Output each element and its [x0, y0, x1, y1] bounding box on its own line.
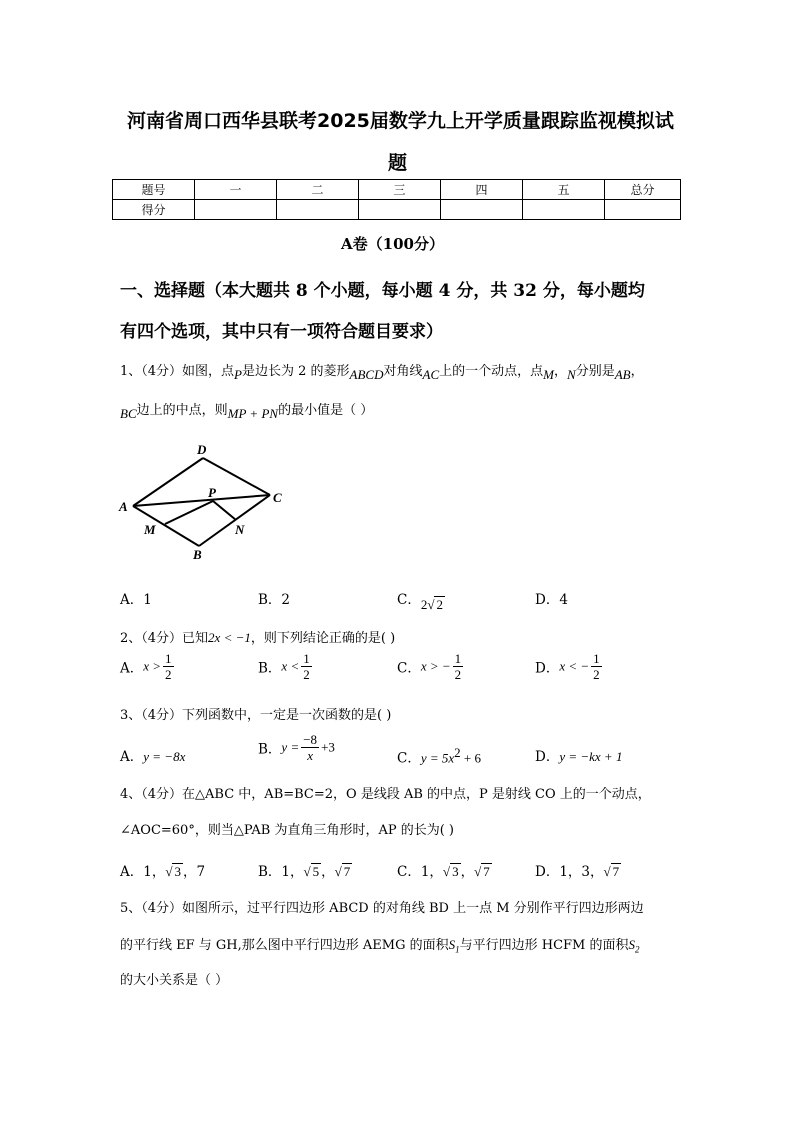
- option-expr: y = −8x: [143, 749, 186, 764]
- q4-stem-line1: 4、（4分）在△ABC 中，AB=BC=2，O 是线段 AB 的中点，P 是射线 CO 上的一个动点，: [120, 787, 651, 802]
- radicand: 3: [452, 864, 459, 879]
- fraction: $\frac{1}{2}$: [303, 651, 310, 682]
- q2-stem: [120, 627, 395, 646]
- option-label: D．1，3，: [535, 864, 604, 880]
- q1-var: BC: [120, 406, 137, 421]
- option-expr-tail: + 6: [460, 750, 481, 766]
- score-table-score-row: [113, 200, 681, 220]
- radicand: 3: [174, 864, 181, 879]
- q3-option-a[interactable]: [120, 745, 185, 765]
- option-label: B．: [258, 741, 282, 758]
- q1-text: 1、（4分）如图，点: [120, 364, 235, 379]
- segment-mp: [165, 501, 213, 524]
- q5-stem-line1: 5、（4分）如图所示，过平行四边形 ABCD 的对角线 BD 上一点 M 分别作平行四边形两边: [120, 901, 644, 916]
- q5-text: 与平行四边形 HCFM 的面积: [459, 938, 629, 953]
- radicand: 5: [312, 864, 320, 879]
- option-tail: ，7: [182, 864, 206, 880]
- coefficient: 2: [420, 597, 428, 612]
- q2-option-b[interactable]: [258, 652, 314, 681]
- section-heading-line1: 一、选择题（本大题共 8 个小题，每小题 4 分，共 32 分，每小题均: [120, 281, 645, 301]
- side-ad: [133, 458, 203, 506]
- option-lhs: y =: [281, 739, 300, 755]
- q2-option-c[interactable]: [397, 652, 465, 681]
- q3-option-d[interactable]: [535, 745, 622, 765]
- option-label: B．: [258, 660, 282, 677]
- radicand: 7: [483, 864, 490, 879]
- q1-var: AB: [614, 367, 631, 382]
- document-title-line1: 河南省周口西华县联考2025届数学九上开学质量跟踪监视模拟试: [127, 110, 674, 132]
- point-label-m: M: [144, 522, 156, 537]
- score-table: [112, 179, 681, 220]
- option-label: C．: [397, 660, 421, 677]
- option-label: C．1，: [397, 864, 443, 880]
- option-lhs: x > −: [420, 658, 451, 674]
- radicand: 7: [343, 864, 351, 879]
- option-lhs: x < −: [559, 658, 590, 674]
- score-header-cell: 四: [441, 180, 523, 200]
- q1-var: ABCD: [349, 367, 384, 382]
- score-header-cell: 二: [277, 180, 359, 200]
- option-sep: ，: [321, 864, 335, 880]
- score-header-cell: 五: [523, 180, 605, 200]
- q1-text: ，: [630, 364, 644, 379]
- fraction: $\frac{1}{2}$: [454, 651, 462, 682]
- score-entry-cell[interactable]: [523, 200, 605, 220]
- point-label-p: P: [208, 485, 216, 500]
- document-title-line2: 题: [388, 152, 408, 174]
- q1-option-d[interactable]: D．4: [535, 592, 568, 608]
- q1-text: 分别是: [575, 364, 615, 379]
- q3-option-b[interactable]: [258, 733, 335, 762]
- q1-option-c[interactable]: C．2√ 2: [397, 592, 443, 612]
- rhombus-figure: [115, 440, 295, 562]
- fraction: $\frac{1}{2}$: [165, 651, 172, 682]
- q2-text: ，则下列结论正确的是( ): [250, 631, 396, 646]
- q4-option-b[interactable]: B．1，√ 5 ，√ 7: [258, 864, 351, 880]
- vertex-label-b: B: [193, 547, 202, 562]
- option-lhs: x >: [143, 658, 162, 674]
- vertex-label-a: A: [119, 499, 128, 514]
- option-label: C．: [397, 592, 421, 608]
- fraction: $\frac{1}{2}$: [593, 651, 600, 682]
- q1-text: 的最小值是（ ）: [278, 403, 374, 418]
- q5-stem-line2: [120, 934, 640, 955]
- q4-option-d[interactable]: D．1，3，√ 7: [535, 864, 620, 880]
- q3-stem: 3、（4分）下列函数中，一定是一次函数的是( ): [120, 708, 392, 723]
- score-header-cell: 题号: [113, 180, 195, 200]
- score-header-cell: 一: [195, 180, 277, 200]
- q1-text: 边上的中点，则: [136, 403, 228, 418]
- q1-var: AC: [422, 367, 440, 382]
- score-entry-cell[interactable]: [277, 200, 359, 220]
- option-expr: y = −kx + 1: [559, 749, 623, 764]
- q1-stem-line2: [120, 399, 374, 421]
- score-row-label: 得分: [113, 200, 195, 220]
- section-heading-line2: 有四个选项，其中只有一项符合题目要求）: [120, 322, 443, 342]
- q2-option-a[interactable]: [120, 652, 176, 681]
- score-entry-cell[interactable]: [359, 200, 441, 220]
- option-label: A．: [120, 749, 144, 765]
- q2-text: 2、（4分）已知: [120, 631, 209, 646]
- option-label: D．: [535, 660, 560, 677]
- score-entry-cell[interactable]: [195, 200, 277, 220]
- score-header-cell: 总分: [605, 180, 681, 200]
- option-label: A．: [120, 660, 144, 677]
- option-lhs: x <: [281, 658, 300, 674]
- score-header-cell: 三: [359, 180, 441, 200]
- q1-option-b[interactable]: B．2: [258, 592, 291, 608]
- q1-text: 上的一个动点，点: [439, 364, 544, 379]
- q2-option-d[interactable]: [535, 652, 604, 681]
- radicand: 2: [436, 597, 443, 612]
- area-s1: $S_1$: [448, 937, 460, 955]
- q2-inequality: 2x < −1: [208, 630, 251, 645]
- q1-text: 是边长为 2 的菱形: [242, 364, 350, 379]
- q4-option-c[interactable]: C．1，√ 3 ，√ 7: [397, 864, 490, 880]
- option-label: A．1，: [120, 864, 166, 880]
- q4-option-a[interactable]: A．1，√ 3 ，7: [120, 864, 206, 880]
- q1-text: 对角线: [383, 364, 423, 379]
- q4-stem-line2: ∠AOC=60°，则当△PAB 为直角三角形时，AP 的长为( ): [120, 823, 454, 838]
- q1-stem-line1: [120, 360, 644, 382]
- vertex-label-d: D: [197, 442, 207, 457]
- score-entry-cell[interactable]: [605, 200, 681, 220]
- point-label-n: N: [235, 522, 245, 537]
- option-sep: ，: [460, 864, 475, 880]
- q3-option-c[interactable]: [397, 745, 481, 767]
- diagonal-ac: [133, 495, 270, 506]
- option-label: D．: [535, 749, 560, 765]
- fraction: $\frac{-8}{x}$: [303, 732, 318, 763]
- option-label: C．: [397, 750, 421, 767]
- q1-var: MP + PN: [227, 406, 279, 421]
- q1-var: N: [567, 367, 576, 382]
- segment-pn: [213, 501, 236, 520]
- score-entry-cell[interactable]: [441, 200, 523, 220]
- q5-stem-line3: 的大小关系是（ ）: [120, 973, 229, 988]
- q5-text: 的平行线 EF 与 GH,那么图中平行四边形 AEMG 的面积: [120, 938, 449, 953]
- q1-var: M: [543, 367, 554, 382]
- volume-heading: A卷（100分）: [341, 235, 444, 253]
- q1-option-a[interactable]: A．1: [120, 592, 152, 608]
- option-label: B．1，: [258, 864, 304, 880]
- exponent: 2: [454, 745, 461, 760]
- radicand: 7: [612, 864, 620, 879]
- area-s2: $S_2$: [628, 937, 640, 955]
- option-rhs: +3: [321, 739, 335, 755]
- q1-text: ，: [554, 364, 568, 379]
- vertex-label-c: C: [273, 490, 282, 505]
- score-table-header-row: [113, 180, 681, 200]
- q1-var: P: [234, 367, 242, 382]
- option-expr: y = 5x: [420, 750, 455, 766]
